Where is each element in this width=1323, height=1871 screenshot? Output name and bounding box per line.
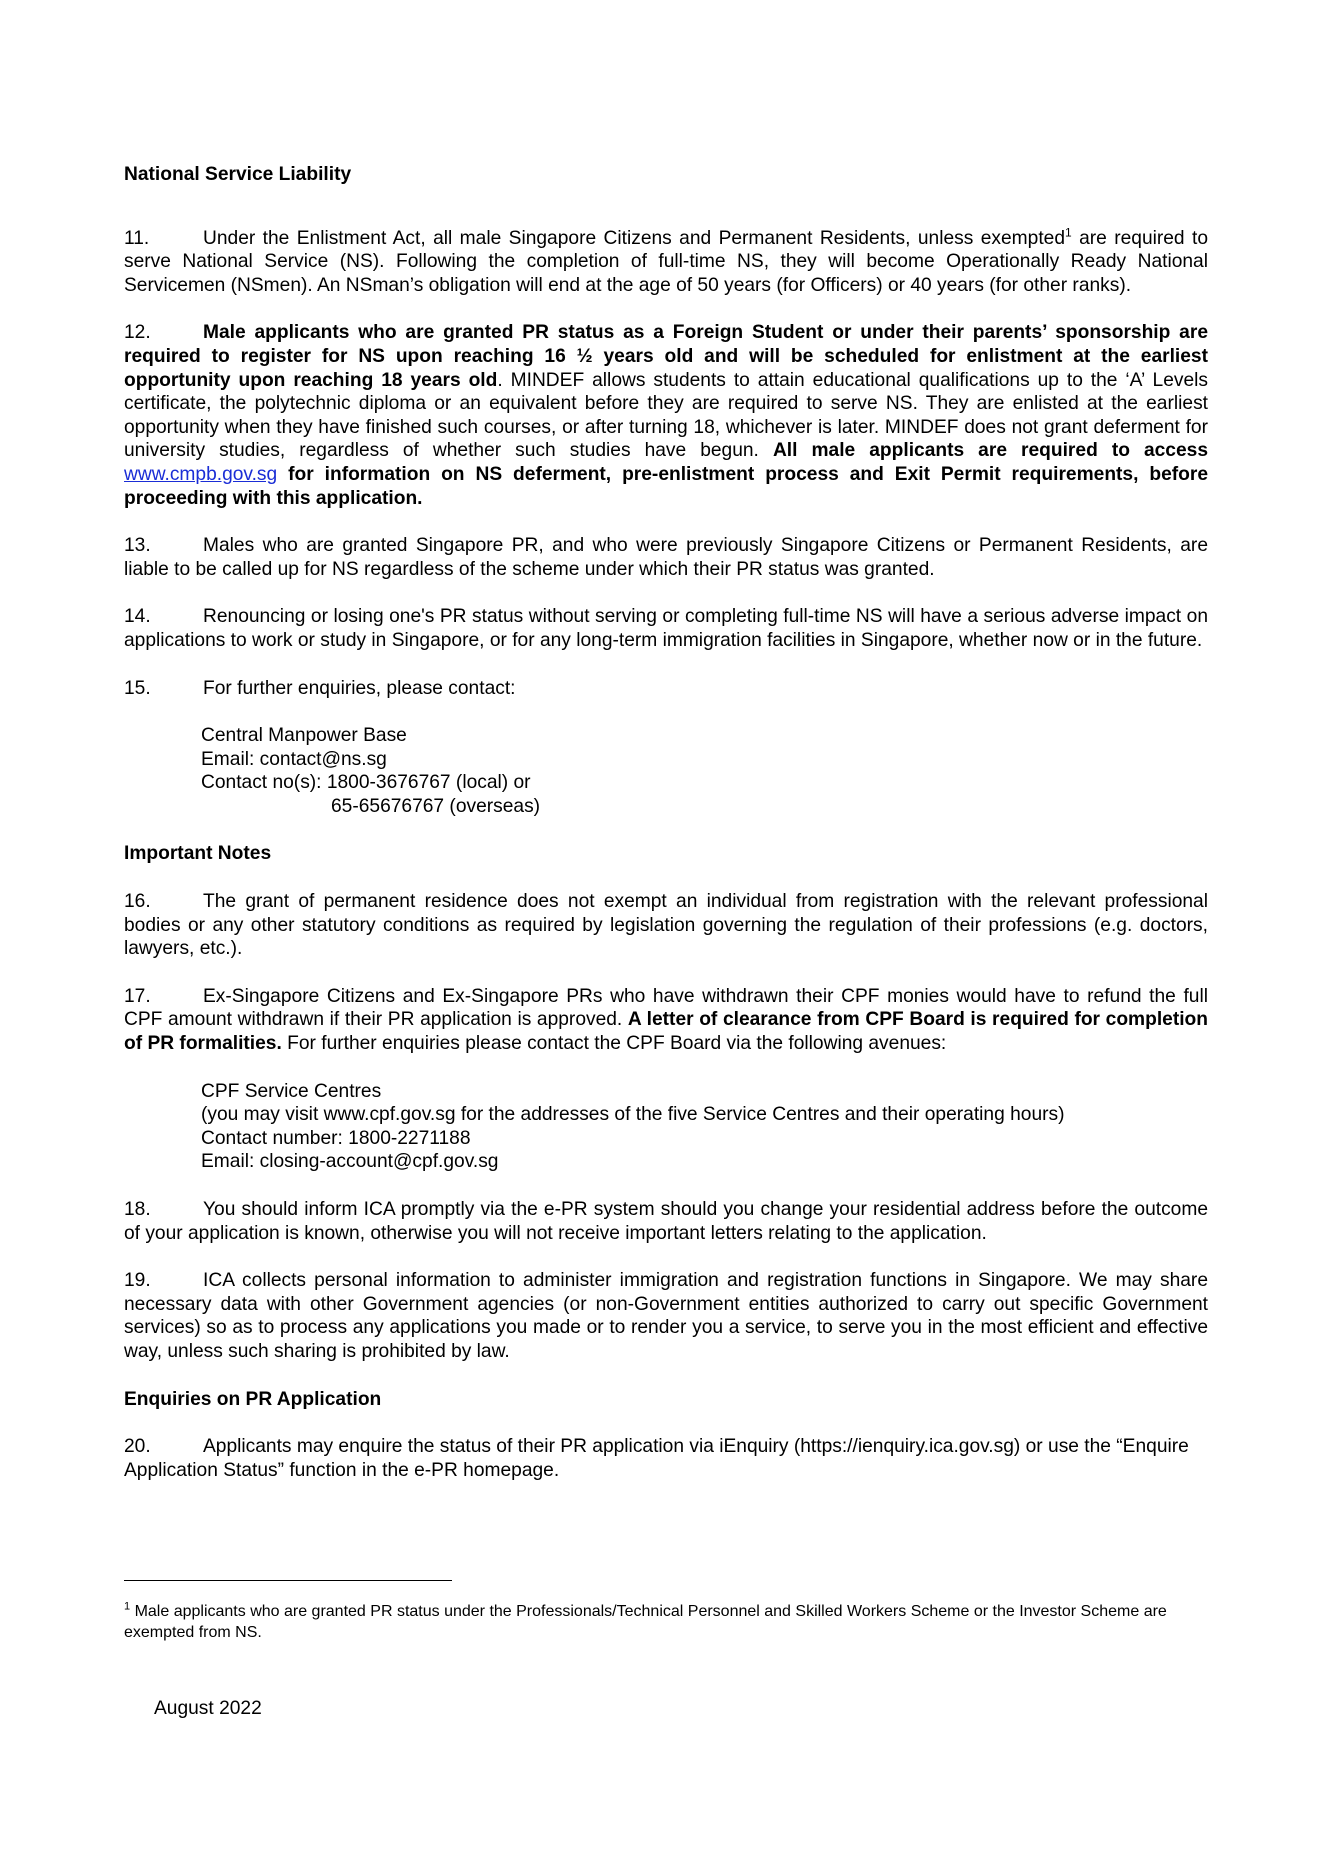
paragraph-13 [124, 534, 1208, 581]
cpf-contact-block [124, 1080, 1208, 1174]
paragraph-text: Ex-Singapore Citizens and Ex-Singapore PRs who have withdrawn their CPF monies would have to refund the full CPF amount withdrawn if their PR application is approved. [124, 985, 1208, 1031]
paragraph-text: Under the Enlistment Act, all male Singapore Citizens and Permanent Residents, unless exempted [203, 227, 1065, 249]
paragraph-text: For further enquiries, please contact: [203, 677, 516, 699]
paragraph-number: 20. [124, 1436, 151, 1458]
heading-ns-liability: National Service Liability [124, 164, 352, 185]
cpf-visit-note: (you may visit www.cpf.gov.sg for the addresses of the five Service Centres and their operating hours) [201, 1104, 1065, 1126]
cpf-name: CPF Service Centres [201, 1080, 382, 1102]
paragraph-19 [124, 1269, 1208, 1363]
cmpb-phone-overseas: 65-65676767 (overseas) [331, 795, 541, 817]
paragraph-text: Renouncing or losing one's PR status without serving or completing full-time NS will have a serious adverse impact on applications to work or study in Singapore, or for any long-term immigration facilities in Singapore, whether now or in the future. [124, 606, 1208, 651]
paragraph-18 [124, 1198, 1208, 1245]
paragraph-text: . MINDEF allows students to attain educational qualifications up to the ‘A’ Levels certificate, the polytechnic diploma or an equivalent before they are required to serve NS. They are enlisted at the earliest opportunity when they have finished such courses, or after turning 18, whichever is later. MINDEF does not grant deferment for university studies, regardless of whether such studies have begun. [124, 369, 1208, 462]
paragraph-16 [124, 890, 1208, 961]
cmpb-phone-local: Contact no(s): 1800-3676767 (local) or [201, 772, 531, 794]
footnote-mark: 1 [124, 1600, 131, 1613]
paragraph-text: The grant of permanent residence does not exempt an individual from registration with the relevant professional bodies or any other statutory conditions as required by legislation governing the regulation of their professions (e.g. doctors, lawyers, etc.). [124, 891, 1208, 960]
paragraph-text: For further enquiries please contact the CPF Board via the following avenues: [281, 1033, 947, 1055]
cmpb-contact-block [124, 724, 1208, 818]
paragraph-number: 19. [124, 1270, 151, 1292]
paragraph-number: 11. [124, 227, 150, 249]
paragraph-bold-text: All male applicants are required to access [772, 440, 1208, 462]
document-body [124, 163, 1208, 1482]
paragraph-11 [124, 227, 1208, 298]
heading-important-notes: Important Notes [124, 843, 272, 865]
cmpb-link[interactable]: www.cmpb.gov.sg [124, 463, 278, 485]
cpf-email: Email: closing-account@cpf.gov.sg [201, 1151, 499, 1173]
paragraph-12 [124, 321, 1208, 510]
cmpb-name: Central Manpower Base [201, 725, 407, 747]
paragraph-text: Applicants may enquire the status of their PR application via iEnquiry (https://ienquiry.ica.gov.sg) or use the “Enquire Application Status” function in the e-PR homepage. [124, 1436, 1189, 1481]
paragraph-text: ICA collects personal information to administer immigration and registration functions in Singapore. We may share necessary data with other Government agencies (or non-Government entities authorized to carry out specific Government services) so as to process any applications you made or to render you a service, to serve you in the most efficient and effective way, unless such sharing is prohibited by law. [124, 1270, 1208, 1362]
paragraph-number: 17. [124, 985, 151, 1007]
paragraph-17 [124, 985, 1208, 1056]
paragraph-bold-text: for information on NS deferment, pre-enlistment process and Exit Permit requirements, before proceeding with this application. [124, 463, 1208, 509]
paragraph-text: You should inform ICA promptly via the e-PR system should you change your residential address before the outcome of your application is known, otherwise you will not receive important letters relating to the application. [124, 1199, 1208, 1244]
footnote [124, 1602, 1208, 1643]
paragraph-number: 18. [124, 1199, 151, 1220]
document-date: August 2022 [154, 1698, 262, 1719]
paragraph-20 [124, 1435, 1208, 1482]
cpf-phone: Contact number: 1800-2271188 [201, 1127, 471, 1149]
paragraph-text: are required to serve National Service (NS). Following the completion of full-time NS, they will become Operationally Ready National Servicemen (NSmen). An NSman’s obligation will end at the age of 50 years (for Officers) or 40 years (for other ranks). [124, 227, 1209, 296]
paragraph-number: 12. [124, 322, 151, 344]
paragraph-text: Males who are granted Singapore PR, and who were previously Singapore Citizens or Permanent Residents, are liable to be called up for NS regardless of the scheme under which their PR status was granted. [124, 535, 1208, 580]
paragraph-number: 14. [124, 606, 151, 628]
footnote-text: Male applicants who are granted PR status under the Professionals/Technical Personnel and Skilled Workers Scheme or the Investor Scheme are exempted from NS. [124, 1603, 1167, 1641]
paragraph-14 [124, 605, 1208, 652]
paragraph-bold-text: Male applicants who are granted PR status as a Foreign Student or under their parents’ sponsorship are required to register for NS upon reaching 16 ½ years old and will be scheduled for enlistment at the earliest opportunity upon reaching 18 years old [124, 322, 1208, 391]
heading-enquiries: Enquiries on PR Application [124, 1388, 382, 1410]
cmpb-email: Email: contact@ns.sg [201, 748, 387, 770]
footnote-separator [124, 1580, 452, 1581]
paragraph-number: 15. [124, 677, 151, 699]
footnote-reference: 1 [1065, 225, 1072, 240]
paragraph-bold-text: A letter of clearance from CPF Board is required for completion of PR formalities. [124, 1009, 1208, 1055]
paragraph-number: 13. [124, 535, 151, 557]
paragraph-number: 16. [124, 891, 151, 913]
paragraph-15 [124, 677, 1208, 701]
